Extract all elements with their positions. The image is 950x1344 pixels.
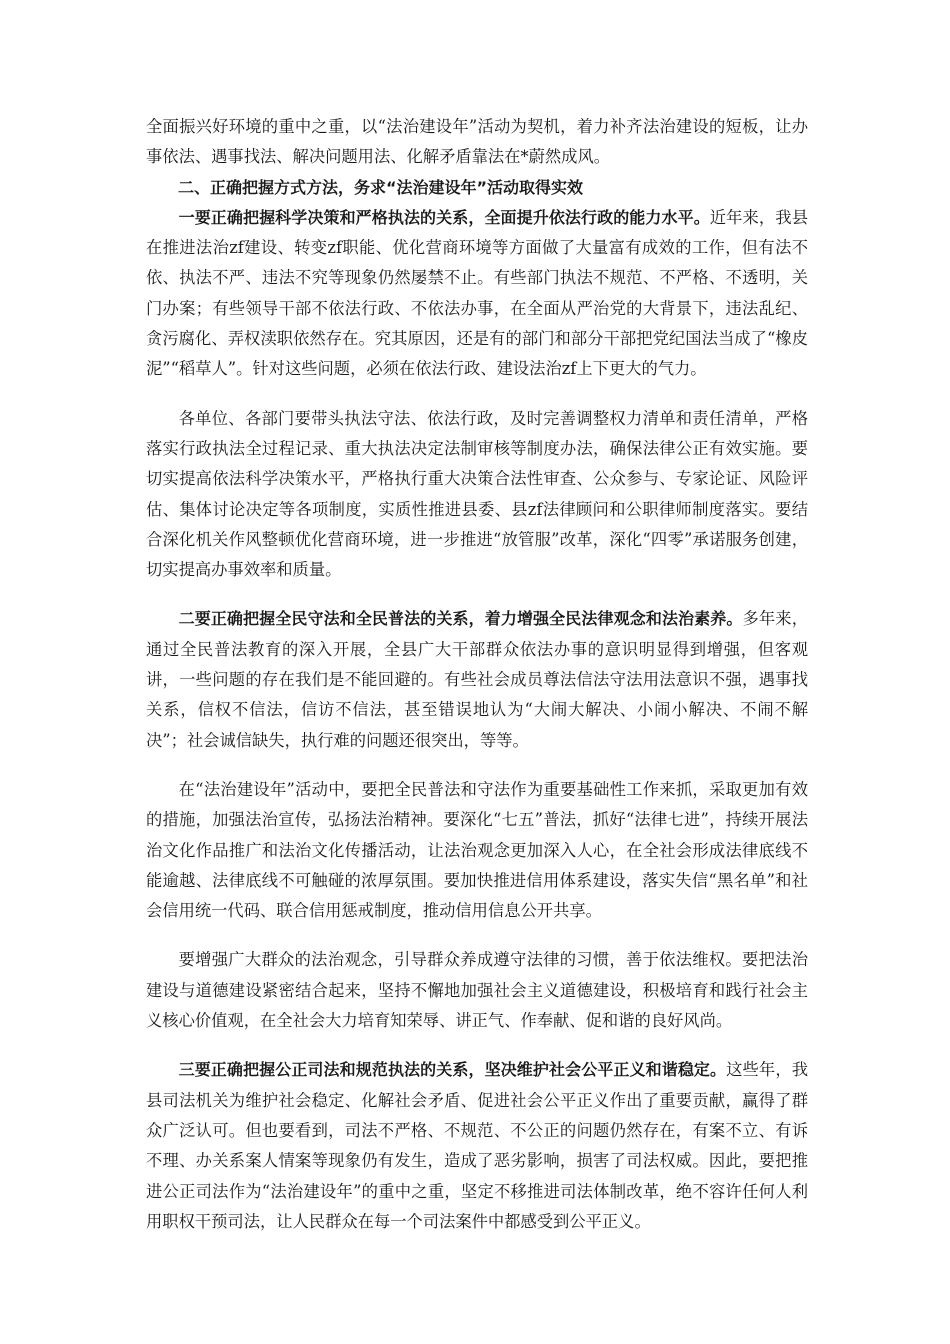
paragraph-intro-continuation: 全面振兴好环境的重中之重，以“法治建设年”活动为契机，着力补齐法治建设的短板，让办事依法、遇事找法、解决问题用法、化解矛盾靠法在*蔚然成风。 bbox=[146, 117, 808, 167]
paragraph-text: 近年来，我县在推进法治zf建设、转变zf职能、优化营商环境等方面做了大量富有成效的工作，但有法不依、执法不严、违法不究等现象仍然屡禁不止。有些部门执法不规范、不严格、不透明，关门办案；有些领导干部不依法行政、不依法办事，在全面从严治党的大背景下，违法乱纪、贪污腐化、弄权渎职依然存在。究其原因，还是有的部门和部分干部把党纪国法当成了“橡皮泥”“稻草人”。针对这些问题，必须在依法行政、建设法治zf上下更大的气力。 bbox=[146, 207, 808, 379]
paragraph-point-two bbox=[146, 604, 808, 755]
paragraph-lead-bold: 一要正确把握科学决策和严格执法的关系，全面提升依法行政的能力水平。 bbox=[178, 207, 710, 227]
paragraph-point-two-culture: 要增强广大群众的法治观念，引导群众养成遵守法律的习惯，善于依法维权。要把法治建设与道德建设紧密结合起来，坚持不懈地加强社会主义道德建设，积极培育和践行社会主义核心价值观，在全社会大力培育知荣辱、讲正气、作奉献、促和谐的良好风尚。 bbox=[146, 950, 808, 1031]
paragraph-text: 多年来，通过全民普法教育的深入开展，全县广大干部群众依法办事的意识明显得到增强，但客观讲，一些问题的存在我们是不能回避的。有些社会成员尊法信法守法用法意识不强，遇事找关系，信权不信法，信访不信法，甚至错误地认为“大闹大解决、小闹小解决、不闹不解决”；社会诚信缺失，执行难的问题还很突出，等等。 bbox=[146, 609, 808, 750]
paragraph-point-one bbox=[146, 203, 808, 385]
paragraph-point-two-measures: 在“法治建设年”活动中，要把全民普法和守法作为重要基础性工作来抓，采取更加有效的措施，加强法治宣传，弘扬法治精神。要深化“七五”普法，抓好“法律七进”，持续开展法治文化作品推广和法治文化传播活动，让法治观念更加深入人心，在全社会形成法律底线不能逾越、法律底线不可触碰的浓厚氛围。要加快推进信用体系建设，落实失信“黑名单”和社会信用统一代码、联合信用惩戒制度，推动信用信息公开共享。 bbox=[146, 779, 808, 921]
paragraph-point-three bbox=[146, 1055, 808, 1237]
paragraph-text: 这些年，我县司法机关为维护社会稳定、化解社会矛盾、促进社会公平正义作出了重要贡献，赢得了群众广泛认可。但也要看到，司法不严格、不规范、不公正的问题仍然存在，有案不立、有诉不理、办关系案人情案等现象仍有发生，造成了恶劣影响，损害了司法权威。因此，要把推进公正司法作为“法治建设年”的重中之重，坚定不移推进司法体制改革，绝不容许任何人利用职权干预司法，让人民群众在每一个司法案件中都感受到公平正义。 bbox=[146, 1060, 808, 1231]
document-body bbox=[146, 112, 808, 1237]
paragraph-lead-bold: 二要正确把握全民守法和全民普法的关系，着力增强全民法律观念和法治素养。 bbox=[178, 609, 743, 629]
section-heading: 二、正确把握方式方法，务求“法治建设年”活动取得实效 bbox=[178, 177, 584, 197]
paragraph-lead-bold: 三要正确把握公正司法和规范执法的关系，坚决维护社会公平正义和谐稳定。 bbox=[178, 1060, 727, 1080]
paragraph-point-one-measures: 各单位、各部门要带头执法守法、依法行政，及时完善调整权力清单和责任清单，严格落实行政执法全过程记录、重大执法决定法制审核等制度办法，确保法律公正有效实施。要切实提高依法科学决策水平，严格执行重大决策合法性审查、公众参与、专家论证、风险评估、集体讨论决定等各项制度，实质性推进县委、县zf法律顾问和公职律师制度落实。要结合深化机关作风整顿优化营商环境，进一步推进“放管服”改革，深化“四零”承诺服务创建，切实提高办事效率和质量。 bbox=[146, 408, 808, 580]
